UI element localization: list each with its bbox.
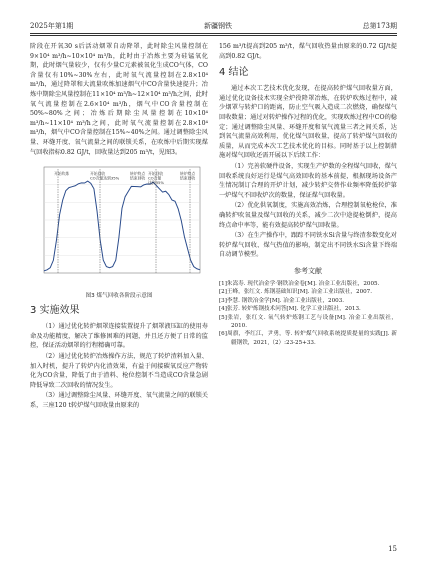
left-column bbox=[30, 42, 208, 411]
right-column bbox=[219, 42, 397, 347]
paragraph: （1）完善软硬件设备，实现生产炉数的全程煤气回收，煤气回收系统良好运行是煤气高效回收的基本前提，根据现场设备产生情况制订合理的开炉计划，减少转炉交替作业频率降低转炉第一炉煤气不回收炉次的数量，保证煤气回收量。 bbox=[219, 162, 397, 199]
gas-recovery-chart bbox=[30, 161, 208, 281]
reference-item: [6]周旗，李红江，尹勇，等. 转炉煤气回收系统提质提量的实践[J]. 新疆钢铁，2021,（2）:23-25+33. bbox=[219, 331, 397, 346]
paragraph: 阶段在开氧30 s后活动烟罩自动降罩，此时除尘风量控制在9×10⁴ m³/h~10×10⁴ m³/h，此时由于冶炼主要为硅锰氧化期，此时烟气量较少，仅有少量C元素被氧化生成CO气体，CO含量仅有10%~30%左右，此时氧气流量控制在2.8×10⁴ m³/h，通过降罩和大流量吹炼加速烟气中CO含量快速提升；冶炼中期除尘风量控制在11×10⁴ m³/h~12×10⁴ m³/h之间，此时氧气流量控制在2.6×10⁴ m³/h，烟气中CO含量控制在50%~80%之间；冶炼后期除尘风量控制在10×10⁴ m³/h~11×10⁴ m³/h之间，此时氧气流量控制在2.8×10⁴ m³/h，烟气中CO含量控制在15%~40%之间。通过调整除尘风量、环缝开度、氧气流量之间的联锁关系，在吹炼中后期实现煤气回收指标0.82 GJ/t，回收量达到205 m³/t，见图3。 bbox=[30, 43, 208, 156]
figure-caption: 图3 煤气回收各阶段示意图 bbox=[85, 293, 153, 300]
header-rule-thin bbox=[30, 35, 397, 36]
chart-annotation: 转炉终点结束回收 bbox=[130, 171, 146, 181]
section-3-title: 3 实施效果 bbox=[30, 305, 80, 317]
chart-annotation: 转炉终点结束回收 bbox=[180, 171, 196, 181]
page-number: 15 bbox=[388, 545, 397, 553]
running-header bbox=[30, 20, 397, 32]
header-rule bbox=[30, 33, 397, 34]
chart-annotation: 开始回收 CO含量达到35% bbox=[90, 171, 120, 181]
paragraph: （3）通过调整除尘风量、环缝开度、氧气流量之间的联锁关系，三座120 t转炉煤气回收量由原来的 bbox=[30, 392, 208, 409]
reference-item: [5]张岩，张红文. 氧气转炉炼钢工艺与设备[M]. 冶金工业出版社，2010. bbox=[219, 314, 397, 329]
chart-annotation: 开始回收 CO含量达到35% bbox=[148, 171, 165, 186]
reference-item: [3]李慧. 钢铁冶金学[M]. 冶金工业出版社，2003. bbox=[219, 297, 345, 304]
reference-item: [2]王峰，张红文. 炼钢基础知识[M]. 冶金工业出版社，2007. bbox=[219, 289, 373, 296]
paragraph: 156 m³/t提高到205 m³/t，煤气回收热量由原来的0.72 GJ/t提高到0.82 GJ/t。 bbox=[219, 43, 397, 60]
header-issue: 2025年第1期 bbox=[30, 22, 74, 30]
paragraph: （1）通过优化转炉烟罩连接装置提升了烟罩液压缸的使用寿命及功能精度，解决了维修困难的问题，并且还方便了日常的监控，保证活动烟罩的行程精确可靠。 bbox=[30, 323, 208, 350]
reference-item: [1]朱嵩寿. 现代冶金学·钢铁冶金卷[M]. 冶金工业出版社，2005. bbox=[219, 280, 380, 287]
paragraph: （3）在生产操作中，跟踪不同铁水Si含量与终渣参数变化对转炉煤气回收、煤气热值的影响，制定出不同铁水Si含量下终端自动调节模型。 bbox=[219, 232, 397, 259]
figure-3 bbox=[30, 161, 208, 289]
references-title: 参考文献 bbox=[294, 266, 322, 275]
reference-item: [4]张芳. 转炉炼钢技术问答[M]. 化学工业出版社，2013. bbox=[219, 306, 361, 313]
header-total-issue: 总第173期 bbox=[362, 22, 397, 30]
paragraph: （2）通过优化转炉冶炼操作方法，规范了转炉渣料加入量、加入时机，提升了转炉内化渣效果，有益于间接碳氧反应产物转化为CO含量，降低了由于渣料、枪位控制不当造成CO含量急剧降低导致二次回收的情况发生。 bbox=[30, 352, 208, 389]
chart-annotation: 开始吹炼 bbox=[54, 171, 70, 177]
section-4-title: 4 结论 bbox=[219, 67, 249, 79]
paragraph: 通过本次工艺技术优化发现，在提高转炉煤气回收量方面，通过优化设备技术实现全炉役降罩冶炼，在转炉吹炼过程中，减少烟罩与转炉口的距离，防止空气吸入造成二次燃烧，确保煤气回收数量；通过对转炉操作过程的优化，实现吹炼过程中CO的稳定；通过调整除尘风量、环缝开度和氧气流量三者之间关系，达到氧气流量高效利用，优化煤气回收量，提高了转炉煤气回收的质量，从而完成本次工艺技术优化的目标。同时基于以上控制措施对煤气回收还需开展以下后续工作： bbox=[219, 85, 397, 160]
paragraph: （2）优化供氧制度，实施高效冶炼，合理控制氧枪枪位，准确转炉吹氧量及煤气回收的关系，减少二次中途提枪倒炉，提高终点命中率等，能有效提高转炉煤气回收量。 bbox=[219, 202, 397, 229]
header-journal: 新疆钢铁 bbox=[203, 22, 232, 30]
